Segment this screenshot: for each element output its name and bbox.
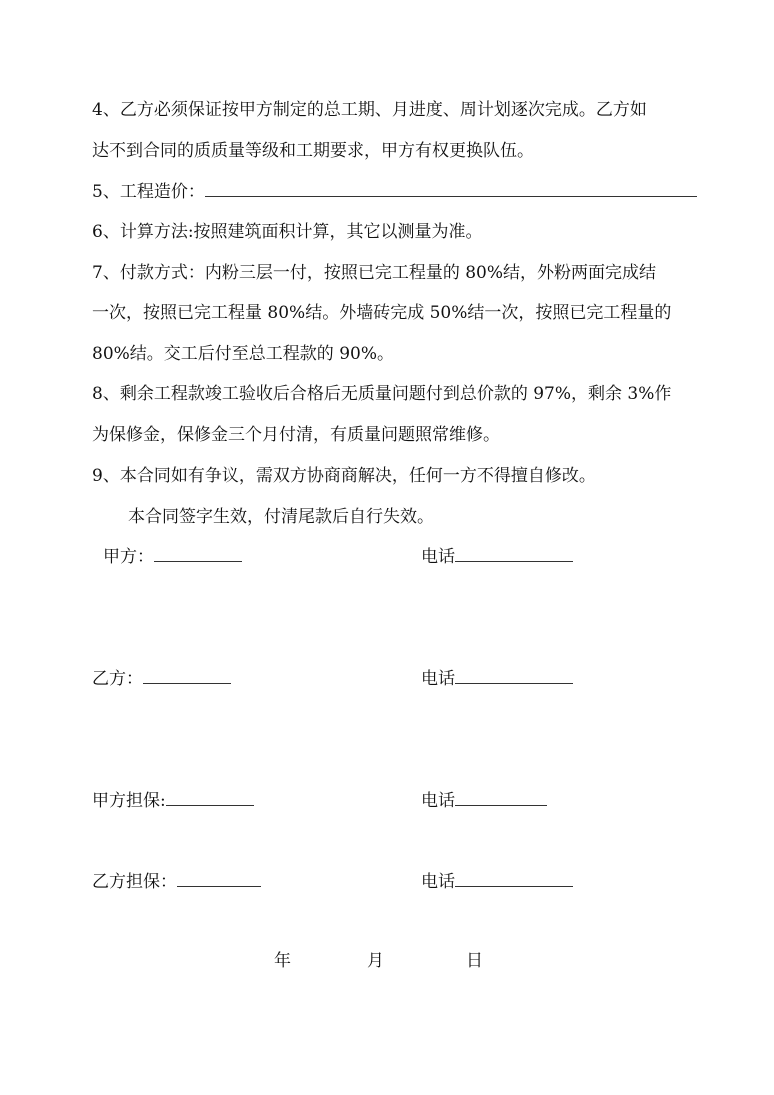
- clause-7-line-1: 7、付款方式：内粉三层一付，按照已完工程量的 80%结，外粉两面完成结: [92, 263, 657, 283]
- date-year: 年: [274, 951, 291, 971]
- party-b-guarantor-blank[interactable]: [177, 870, 261, 887]
- clause-6: 6、计算方法:按照建筑面积计算，其它以测量为准。: [92, 222, 483, 242]
- party-a-phone-label: 电话: [421, 547, 455, 567]
- party-b-guarantor-phone: [421, 870, 573, 893]
- party-b-blank[interactable]: [143, 667, 231, 684]
- party-b-label: 乙方：: [92, 669, 143, 689]
- clause-7-line-3: 80%结。交工后付至总工程款的 90%。: [92, 344, 394, 364]
- effectiveness-note: 本合同签字生效，付清尾款后自行失效。: [128, 507, 434, 527]
- clause-7-line-2: 一次，按照已完工程量 80%结。外墙砖完成 50%结一次，按照已完工程量的: [92, 303, 672, 323]
- clause-4-line-2: 达不到合同的质质量等级和工期要求，甲方有权更换队伍。: [92, 141, 534, 161]
- party-b-guarantor-label: 乙方担保：: [92, 872, 177, 892]
- party-a-guarantor-label: 甲方担保:: [92, 791, 166, 811]
- party-b-phone-label: 电话: [421, 669, 455, 689]
- clause-9: 9、本合同如有争议，需双方协商商解决，任何一方不得擅自修改。: [92, 466, 596, 486]
- clause-8-line-1: 8、剩余工程款竣工验收后合格后无质量问题付到总价款的 97%，剩余 3%作: [92, 384, 672, 404]
- contract-price-blank[interactable]: [205, 180, 697, 197]
- date-month: 月: [367, 951, 384, 971]
- party-a-phone: [421, 545, 573, 568]
- party-b-guarantor-phone-label: 电话: [421, 872, 455, 892]
- party-a-guarantor-blank[interactable]: [166, 789, 254, 806]
- party-b-guarantor-phone-blank[interactable]: [455, 870, 573, 887]
- clause-4-line-1: 4、乙方必须保证按甲方制定的总工期、月进度、周计划逐次完成。乙方如: [92, 100, 647, 120]
- party-a-guarantor-signature: [92, 789, 254, 812]
- clause-8-line-2: 为保修金，保修金三个月付清，有质量问题照常维修。: [92, 425, 500, 445]
- party-a-signature: [103, 545, 242, 568]
- party-a-phone-blank[interactable]: [455, 545, 573, 562]
- clause-5-label: 5、工程造价：: [92, 182, 205, 202]
- date-day: 日: [466, 951, 483, 971]
- party-a-guarantor-phone-blank[interactable]: [455, 789, 547, 806]
- party-a-blank[interactable]: [154, 545, 242, 562]
- clause-5: [92, 180, 697, 203]
- party-a-guarantor-phone: [421, 789, 547, 812]
- party-b-signature: [92, 667, 231, 690]
- party-b-phone: [421, 667, 573, 690]
- party-a-guarantor-phone-label: 电话: [421, 791, 455, 811]
- party-a-label: 甲方：: [103, 547, 154, 567]
- party-b-phone-blank[interactable]: [455, 667, 573, 684]
- party-b-guarantor-signature: [92, 870, 261, 893]
